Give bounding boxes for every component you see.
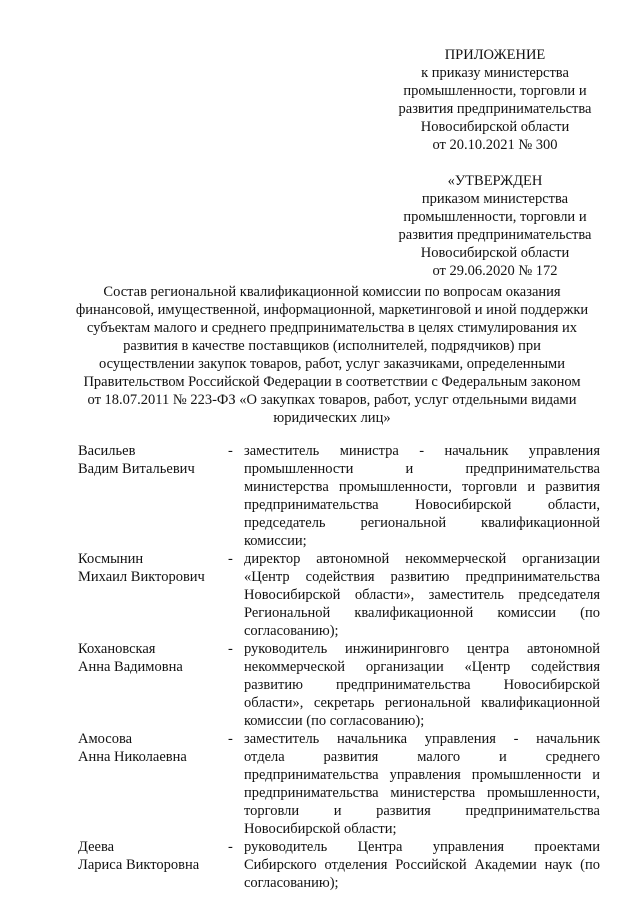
position-line: отдела развития малого и среднего xyxy=(244,749,600,765)
appendix-line: промышленности, торговли и xyxy=(403,83,587,99)
position-line: Новосибирской области», заместитель председателя xyxy=(244,587,600,603)
member-surname: Васильев xyxy=(78,443,136,459)
appendix-line: ПРИЛОЖЕНИЕ xyxy=(444,47,546,63)
position-line: руководитель Центра управления проектами xyxy=(244,839,600,855)
member-entry xyxy=(78,442,600,550)
position-line: заместитель начальника управления - начальник xyxy=(244,731,600,747)
member-dash: - xyxy=(228,731,233,747)
title-line: финансовой, имущественной, информационной, маркетинговой и иной поддержки xyxy=(75,302,589,318)
approved-line: промышленности, торговли и xyxy=(403,209,587,225)
approved-line: от 29.06.2020 № 172 xyxy=(432,263,558,279)
member-dash: - xyxy=(228,551,233,567)
position-line: развитию предпринимательства Новосибирской xyxy=(244,677,600,693)
member-dash: - xyxy=(228,443,233,459)
approved-line: «УТВЕРЖДЕН xyxy=(447,173,543,189)
position-line: предпринимательства управления промышленности и xyxy=(244,767,600,783)
position-line: промышленности и предпринимательства xyxy=(244,461,600,477)
member-surname: Деева xyxy=(78,839,115,855)
member-entry xyxy=(78,550,600,640)
appendix-line: от 20.10.2021 № 300 xyxy=(432,137,558,153)
appendix-line: к приказу министерства xyxy=(421,65,569,81)
member-given-names: Анна Вадимовна xyxy=(78,659,183,675)
member-given-names: Михаил Викторович xyxy=(78,569,205,585)
member-entry xyxy=(78,640,600,730)
title-line: осуществлении закупок товаров, работ, услуг заказчиками, определенными xyxy=(99,356,565,372)
member-dash: - xyxy=(228,641,233,657)
document-title xyxy=(72,283,592,427)
member-surname: Кохановская xyxy=(78,641,156,657)
position-line: комиссии (по согласованию); xyxy=(244,713,425,729)
appendix-header xyxy=(380,46,610,154)
member-surname: Амосова xyxy=(78,731,133,747)
position-line: директор автономной некоммерческой организации xyxy=(244,551,600,567)
position-line: Новосибирской области; xyxy=(244,821,397,837)
position-line: руководитель инжиниринговго центра автономной xyxy=(244,641,600,657)
title-line: юридических лиц» xyxy=(273,410,391,426)
member-position xyxy=(244,550,600,640)
position-line: согласованию); xyxy=(244,875,339,891)
title-line: субъектам малого и среднего предпринимательства в целях стимулирования их xyxy=(86,320,578,336)
position-line: согласованию); xyxy=(244,623,339,639)
member-given-names: Анна Николаевна xyxy=(78,749,187,765)
member-given-names: Вадим Витальевич xyxy=(78,461,195,477)
position-line: председатель региональной квалификационной xyxy=(244,515,600,531)
position-line: Сибирского отделения Российской Академии наук (по xyxy=(244,857,600,873)
member-position xyxy=(244,442,600,550)
approved-block xyxy=(380,172,610,280)
title-line: Состав региональной квалификационной комиссии по вопросам оказания xyxy=(103,284,561,300)
members-list xyxy=(78,442,600,892)
member-entry xyxy=(78,838,600,892)
member-surname: Космынин xyxy=(78,551,144,567)
position-line: Региональной квалификационной комиссии (по xyxy=(244,605,600,621)
member-entry xyxy=(78,730,600,838)
member-position xyxy=(244,730,600,838)
position-line: предпринимательства Новосибирской области, xyxy=(244,497,600,513)
position-line: торговли и развития предпринимательства xyxy=(244,803,600,819)
position-line: «Центр содействия развитию предпринимательства xyxy=(244,569,600,585)
member-name xyxy=(78,550,228,640)
member-position xyxy=(244,838,600,892)
position-line: некоммерческой организации «Центр содействия xyxy=(244,659,600,675)
approved-line: развития предпринимательства xyxy=(398,227,592,243)
position-line: министерства промышленности, торговли и развития xyxy=(244,479,600,495)
member-name xyxy=(78,442,228,550)
appendix-line: развития предпринимательства xyxy=(398,101,592,117)
title-line: развития в качестве поставщиков (исполнителей, подрядчиков) при xyxy=(123,338,541,354)
member-name xyxy=(78,730,228,838)
member-dash: - xyxy=(228,839,233,855)
position-line: предпринимательства министерства промышленности, xyxy=(244,785,600,801)
title-line: Правительством Российской Федерации в соответствии с Федеральным законом xyxy=(83,374,581,390)
title-line: от 18.07.2011 № 223-ФЗ «О закупках товаров, работ, услуг отдельными видами xyxy=(87,392,577,408)
member-given-names: Лариса Викторовна xyxy=(78,857,200,873)
position-line: области», секретарь региональной квалификационной xyxy=(244,695,600,711)
appendix-line: Новосибирской области xyxy=(420,119,570,135)
position-line: заместитель министра - начальник управления xyxy=(244,443,600,459)
member-position xyxy=(244,640,600,730)
member-name xyxy=(78,640,228,730)
member-name xyxy=(78,838,228,892)
approved-line: приказом министерства xyxy=(421,191,569,207)
position-line: комиссии; xyxy=(244,533,307,549)
approved-line: Новосибирской области xyxy=(420,245,570,261)
